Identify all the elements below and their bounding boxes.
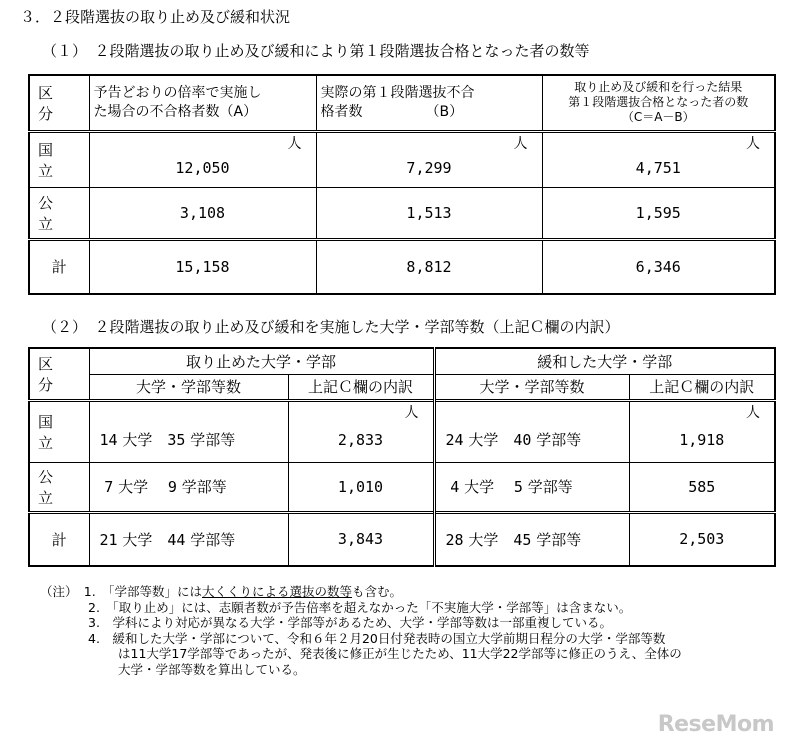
header-ease-count: 大学・学部等数: [434, 374, 629, 400]
table-row: [29, 187, 775, 239]
faculty-count: 40: [513, 431, 532, 449]
univ-count: 14: [99, 431, 118, 449]
header-ease-breakdown: 上記Ｃ欄の内訳: [629, 374, 775, 400]
cell-c: 1,595: [542, 187, 775, 239]
section-heading: ３．２段階選抜の取り止め及び緩和状況: [20, 8, 291, 26]
unit-label: 人: [404, 404, 419, 421]
row-label: 計: [29, 512, 89, 566]
resemom-logo: ReseMom: [657, 712, 774, 737]
cell-stop-count: [89, 400, 288, 462]
note-text: 緩和した大学・学部について、令和６年２月20日付発表時の国立大学前期日程分の大学・学部等数: [112, 630, 666, 646]
cell-stop-c: 3,843: [288, 512, 434, 566]
cell-b: [316, 131, 542, 187]
cell-a: 15,158: [89, 239, 316, 294]
header-col-c-line2: 第１段階選抜合格となった者の数: [568, 95, 749, 110]
header-col-b: [316, 75, 542, 131]
header-col-a: [89, 75, 316, 131]
faculty-count: 35: [167, 431, 186, 449]
header-group-stop: 取り止めた大学・学部: [89, 348, 434, 374]
header-col-b-line2: 格者数 （B）: [320, 103, 464, 120]
unit-label: 人: [746, 404, 761, 421]
note-item-1: [40, 584, 682, 600]
row-label: 公 立: [29, 462, 89, 512]
header-stop-breakdown: 上記Ｃ欄の内訳: [288, 374, 434, 400]
cell-b: 8,812: [316, 239, 542, 294]
cell-b: 1,513: [316, 187, 542, 239]
note-text: も含む。: [352, 584, 403, 599]
note-item-4-cont: 大学・学部等数を算出している。: [118, 661, 306, 677]
value: 1,918: [679, 430, 725, 449]
cell-ease-c: 2,503: [629, 512, 775, 566]
row-label: 公 立: [29, 187, 89, 239]
header-col-a-line1: 予告どおりの倍率で実施し: [93, 84, 262, 101]
univ-count: 7: [104, 478, 114, 496]
table-first-stage-passers: [28, 74, 776, 295]
note-text: 学科により対応が異なる大学・学部等があるため、大学・学部等数は一部重複している。: [112, 615, 612, 630]
row-label: 国 立: [29, 400, 89, 462]
univ-unit: 大学: [468, 431, 499, 449]
faculty-unit: 学部等: [536, 431, 582, 449]
cell-stop-count: [89, 462, 288, 512]
notes: [40, 584, 682, 677]
faculty-unit: 学部等: [527, 478, 573, 496]
cell-stop-count: [89, 512, 288, 566]
header-stop-count: 大学・学部等数: [89, 374, 288, 400]
cell-ease-count: [434, 462, 629, 512]
header-col-b-line1: 実際の第１段階選抜不合: [320, 84, 475, 101]
table-row-total: [29, 512, 775, 566]
univ-unit: 大学: [464, 478, 495, 496]
note-item-3: [40, 615, 682, 631]
cell-stop-c: 1,010: [288, 462, 434, 512]
univ-unit: 大学: [122, 431, 153, 449]
univ-count: 21: [99, 530, 118, 549]
table-header-row: [29, 348, 775, 374]
table-header-row: [29, 75, 775, 131]
header-group-ease: 緩和した大学・学部: [434, 348, 775, 374]
unit-label: 人: [287, 135, 302, 152]
row-label: 計: [29, 239, 89, 294]
unit-label: 人: [513, 135, 528, 152]
univ-unit: 大学: [118, 478, 149, 496]
table-row: [29, 400, 775, 462]
subsection-1-title: （１） ２段階選抜の取り止め及び緩和により第１段階選抜合格となった者の数等: [42, 42, 590, 60]
cell-c: 6,346: [542, 239, 775, 294]
value: 4,751: [635, 158, 681, 177]
row-label: 国 立: [29, 131, 89, 187]
cell-stop-c: [288, 400, 434, 462]
subsection-2-title: （２） ２段階選抜の取り止め及び緩和を実施した大学・学部等数（上記Ｃ欄の内訳）: [42, 318, 620, 336]
note-text: 「取り止め」には、志願者数が予告倍率を超えなかった「不実施大学・学部等」は含まない。: [112, 599, 632, 615]
table-row-total: [29, 239, 775, 294]
cell-ease-count: [434, 512, 629, 566]
value: 12,050: [175, 158, 230, 177]
header-col-c: [542, 75, 775, 131]
faculty-unit: 学部等: [536, 530, 582, 549]
univ-count: 24: [445, 431, 464, 449]
note-item-4-cont: は11大学17学部等であったが、発表後に修正が生じたため、11大学22学部等に修正のうえ、全体の: [118, 646, 682, 661]
header-category: 区 分: [29, 75, 89, 131]
note-number: 4.: [88, 630, 100, 646]
faculty-count: 44: [167, 530, 186, 549]
note-number: 2.: [88, 599, 100, 615]
header-col-a-line2: た場合の不合格者数（A）: [93, 103, 258, 120]
note-underlined-text: 大くくりによる選抜の数等: [202, 584, 353, 599]
cell-ease-c: [629, 400, 775, 462]
unit-label: 人: [746, 135, 760, 152]
univ-unit: 大学: [468, 530, 499, 549]
table-row: [29, 462, 775, 512]
header-category: 区 分: [29, 348, 89, 400]
faculty-unit: 学部等: [181, 478, 227, 496]
faculty-count: 9: [167, 478, 177, 496]
note-number: 1.: [83, 584, 96, 599]
value: 7,299: [406, 158, 452, 177]
faculty-unit: 学部等: [190, 431, 236, 449]
faculty-count: 45: [513, 530, 532, 549]
cell-a: 3,108: [89, 187, 316, 239]
faculty-count: 5: [513, 478, 523, 496]
note-text: 「学部等数」には: [108, 584, 202, 599]
cell-c: [542, 131, 775, 187]
note-item-4: [40, 631, 682, 647]
faculty-unit: 学部等: [190, 530, 236, 549]
header-col-c-line3: （C＝A－B）: [621, 110, 695, 125]
table-subheader-row: [29, 374, 775, 400]
note-number: 3.: [88, 615, 100, 630]
univ-unit: 大学: [122, 530, 153, 549]
cell-a: [89, 131, 316, 187]
univ-count: 28: [445, 530, 464, 549]
header-col-c-line1: 取り止め及び緩和を行った結果: [574, 80, 743, 95]
notes-prefix: （注）: [40, 584, 72, 599]
value: 2,833: [337, 430, 384, 449]
table-universities-count: [28, 347, 776, 567]
cell-ease-c: 585: [629, 462, 775, 512]
univ-count: 4: [450, 478, 460, 496]
table-row: [29, 131, 775, 187]
cell-ease-count: [434, 400, 629, 462]
note-item-2: [40, 600, 682, 616]
